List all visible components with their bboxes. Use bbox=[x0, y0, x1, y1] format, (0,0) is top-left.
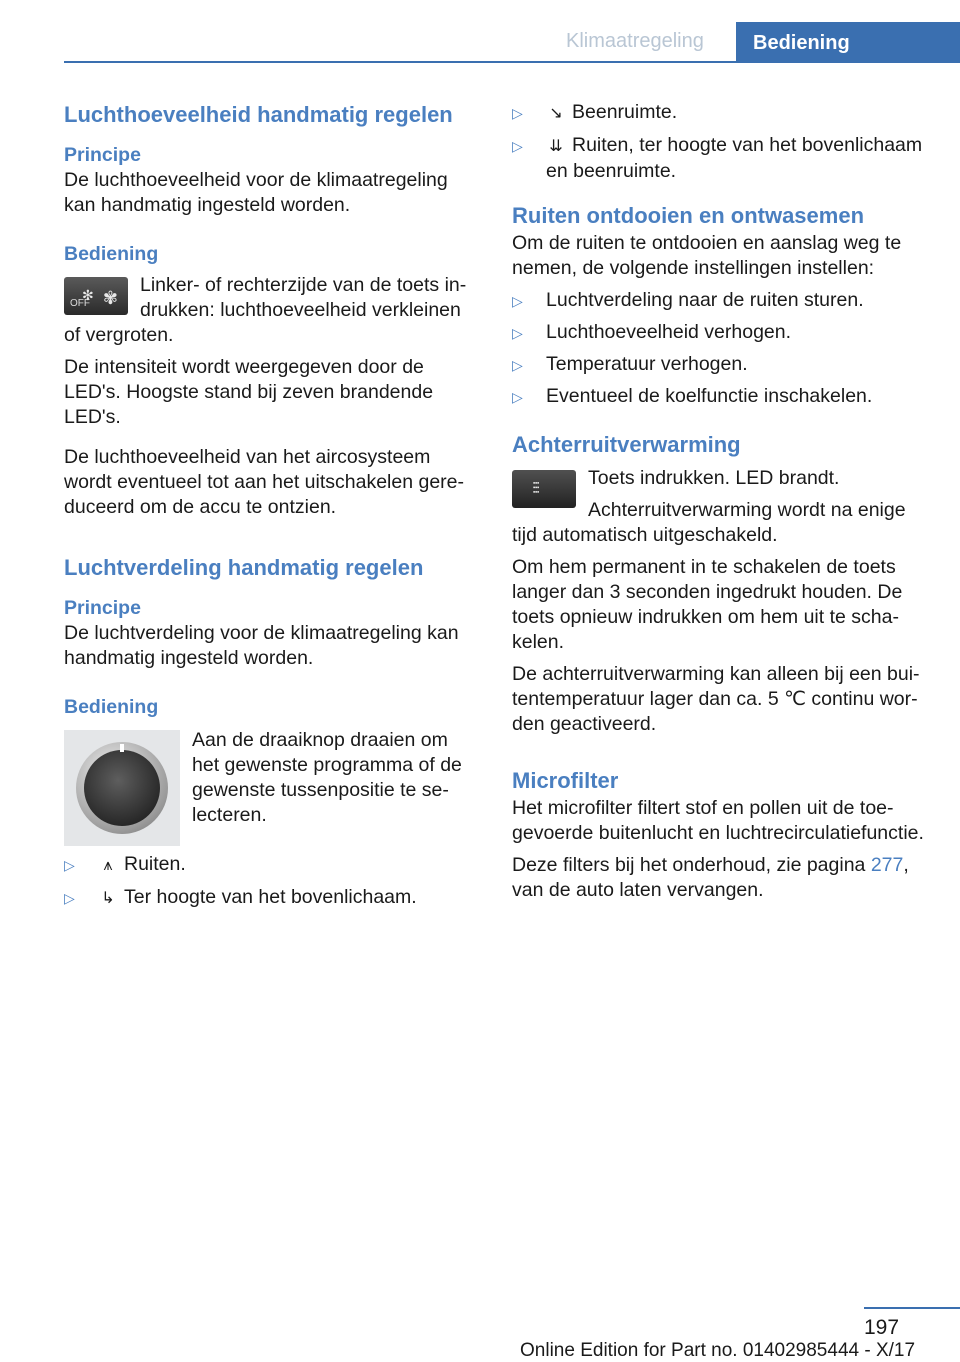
list-item: ▷ Luchtverdeling naar de ruiten sturen. bbox=[512, 288, 930, 313]
page-reference-link[interactable]: 277 bbox=[870, 854, 904, 876]
paragraph-bediening-1: Linker- of rechterzijde van de toets indrukken: luchthoeveelheid verkleinen of vergroten. bbox=[64, 274, 467, 346]
windshield-icon: ⩚ bbox=[103, 857, 113, 874]
heading-rear-window-heating: Achterruitverwarming bbox=[512, 432, 741, 457]
header-chapter-tab: Bediening bbox=[736, 22, 960, 62]
distribution-list-left bbox=[64, 852, 480, 911]
paragraph-bediening-knob: Aan de draaiknop draaien om het gewenste programma of de gewenste tussenpositie te selecteren. bbox=[192, 729, 462, 826]
off-label: OFF bbox=[70, 298, 90, 309]
paragraph-rear-1: Toets indrukken. LED brandt. bbox=[588, 467, 840, 489]
paragraph-principe-2: De luchtverdeling voor de klimaatregeling kan handmatig ingesteld worden. bbox=[64, 622, 459, 669]
triangle-bullet-icon: ▷ bbox=[64, 890, 75, 906]
rear-window-button-image bbox=[512, 470, 576, 508]
fan-button-image bbox=[64, 277, 128, 315]
list-item: ▷ ⇊ Ruiten, ter hoogte van het bovenlichaam en beenruimte. bbox=[512, 134, 923, 182]
distribution-list-right bbox=[512, 100, 930, 184]
paragraph-micro-2: Deze filters bij het onderhoud, zie pagina 277, van de auto laten vervangen. bbox=[512, 854, 909, 901]
rotary-knob-image bbox=[64, 730, 180, 846]
list-item: ▷ ↘ Beenruimte. bbox=[512, 100, 930, 126]
edition-footer: Online Edition for Part no. 01402985444 - X/17 bbox=[520, 1340, 916, 1361]
list-item: ▷ ↳ Ter hoogte van het bovenlichaam. bbox=[64, 885, 480, 911]
header-divider bbox=[64, 61, 960, 63]
paragraph-bediening-3: De luchthoeveelheid van het aircosysteem wordt eventueel tot aan het uitschakelen gereduceerd om de accu te ontzien. bbox=[64, 446, 465, 518]
paragraph-principe: De luchthoeveelheid voor de klimaatregeling kan handmatig ingesteld worden. bbox=[64, 169, 448, 216]
defrost-list bbox=[512, 288, 930, 409]
triangle-bullet-icon: ▷ bbox=[512, 293, 523, 309]
fan-small-icon: ✻ bbox=[82, 287, 94, 303]
paragraph-defrost: Om de ruiten te ontdooien en aanslag weg te nemen, de volgende instellingen instellen: bbox=[512, 232, 902, 279]
paragraph-rear-2: Achterruitverwarming wordt na enige tijd automatisch uitgeschakeld. bbox=[512, 499, 906, 546]
upper-body-airflow-icon: ↳ bbox=[101, 890, 115, 907]
subheading-principe-2: Principe bbox=[64, 597, 141, 619]
heading-air-distribution: Luchtverdeling handmatig regelen bbox=[64, 555, 424, 580]
triangle-bullet-icon: ▷ bbox=[64, 857, 75, 873]
subheading-bediening: Bediening bbox=[64, 243, 159, 265]
paragraph-bediening-2: De intensiteit wordt weergegeven door de LED's. Hoogste stand bij zeven brandende LED's. bbox=[64, 356, 434, 428]
triangle-bullet-icon: ▷ bbox=[512, 325, 523, 341]
subheading-bediening-2: Bediening bbox=[64, 696, 159, 718]
list-item: ▷ ⩚ Ruiten. bbox=[64, 852, 480, 878]
triangle-bullet-icon: ▷ bbox=[512, 389, 523, 405]
heading-defrost: Ruiten ontdooien en ontwasemen bbox=[512, 203, 865, 228]
paragraph-rear-3: Om hem permanent in te schakelen de toets langer dan 3 seconden ingedrukt houden. De toets opnieuw indrukken om hem uit te schakelen. bbox=[512, 556, 903, 653]
heading-microfilter: Microfilter bbox=[512, 768, 619, 793]
subheading-principe: Principe bbox=[64, 144, 141, 166]
list-item: ▷ Eventueel de koelfunctie inschakelen. bbox=[512, 384, 930, 409]
list-item: ▷ Luchthoeveelheid verhogen. bbox=[512, 320, 930, 345]
fan-large-icon: ✾ bbox=[102, 288, 118, 308]
left-column bbox=[64, 100, 480, 918]
header-section-title: Klimaatregeling bbox=[566, 30, 704, 52]
paragraph-micro-1: Het microfilter filtert stof en pollen uit de toegevoerde buitenlucht en luchtrecirculatiefunctie. bbox=[512, 797, 924, 844]
rear-defrost-icon: ⫶⫶⫶ bbox=[532, 481, 539, 498]
paragraph-rear-4: De achterruitverwarming kan alleen bij een buitentemperatuur lager dan ca. 5 ℃ continu worden geactiveerd. bbox=[512, 663, 920, 735]
footer-divider bbox=[864, 1307, 960, 1309]
heading-air-volume: Luchthoeveelheid handmatig regelen bbox=[64, 102, 453, 127]
triangle-bullet-icon: ▷ bbox=[512, 357, 523, 373]
footwell-airflow-icon: ↘ bbox=[549, 105, 563, 122]
page-number: 197 bbox=[864, 1316, 900, 1339]
page-header bbox=[0, 0, 960, 62]
combined-airflow-icon: ⇊ bbox=[549, 138, 563, 155]
list-item: ▷ Temperatuur verhogen. bbox=[512, 352, 930, 377]
right-column bbox=[512, 100, 930, 910]
triangle-bullet-icon: ▷ bbox=[512, 105, 523, 121]
triangle-bullet-icon: ▷ bbox=[512, 138, 523, 154]
